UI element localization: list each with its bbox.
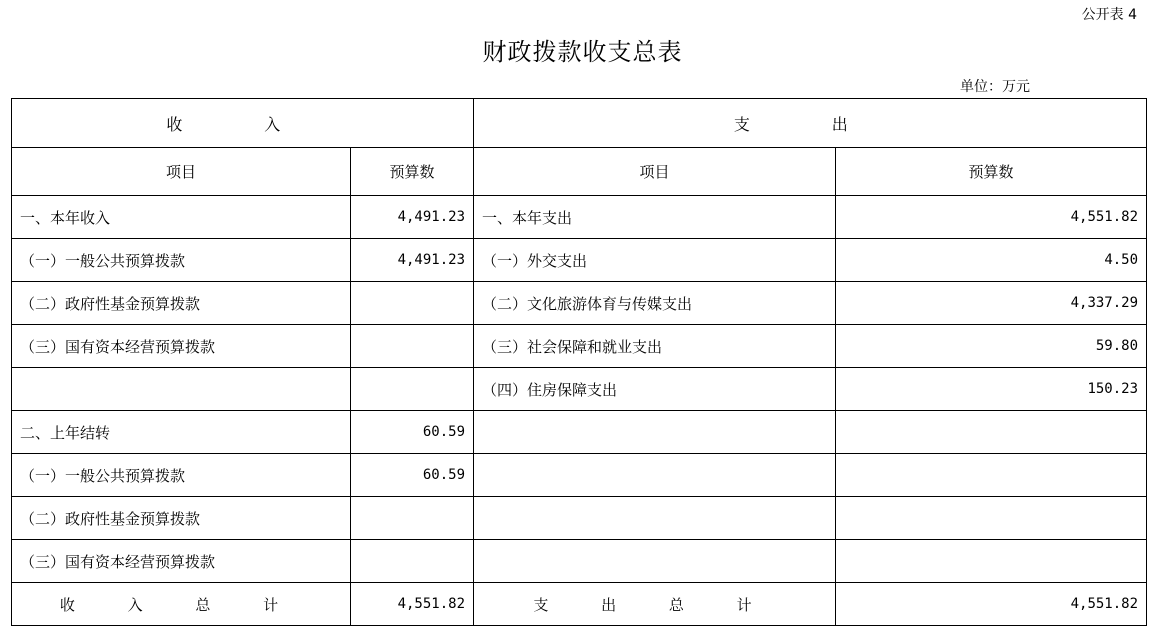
income-item-cell: （三）国有资本经营预算拨款 bbox=[12, 325, 351, 368]
expense-value-cell bbox=[836, 411, 1147, 454]
expense-value-cell bbox=[836, 540, 1147, 583]
income-item-cell: （一）一般公共预算拨款 bbox=[12, 454, 351, 497]
table-number-label: 公开表 4 bbox=[1081, 7, 1137, 23]
total-expense-value: 4,551.82 bbox=[836, 583, 1147, 626]
column-header-row bbox=[12, 148, 1147, 196]
expense-item-cell bbox=[474, 411, 836, 454]
total-expense-label: 支 出 总 计 bbox=[474, 583, 836, 626]
table-row bbox=[12, 196, 1147, 239]
table-row bbox=[12, 540, 1147, 583]
expense-value-cell bbox=[836, 497, 1147, 540]
income-value-cell: 4,491.23 bbox=[351, 239, 474, 282]
table-row bbox=[12, 497, 1147, 540]
income-value-cell bbox=[351, 540, 474, 583]
expense-item-header: 项目 bbox=[474, 148, 836, 196]
table-row bbox=[12, 411, 1147, 454]
expense-item-cell: （四）住房保障支出 bbox=[474, 368, 836, 411]
income-item-cell bbox=[12, 368, 351, 411]
expense-value-cell: 4,551.82 bbox=[836, 196, 1147, 239]
unit-label: 单位：万元 bbox=[960, 79, 1030, 95]
expense-item-cell bbox=[474, 540, 836, 583]
expense-value-cell: 59.80 bbox=[836, 325, 1147, 368]
income-value-cell bbox=[351, 497, 474, 540]
section-header-row bbox=[12, 99, 1147, 148]
expense-item-cell: （二）文化旅游体育与传媒支出 bbox=[474, 282, 836, 325]
expense-value-cell: 4.50 bbox=[836, 239, 1147, 282]
income-item-cell: （二）政府性基金预算拨款 bbox=[12, 497, 351, 540]
income-item-cell: 一、本年收入 bbox=[12, 196, 351, 239]
income-value-cell bbox=[351, 368, 474, 411]
income-item-header: 项目 bbox=[12, 148, 351, 196]
page-title: 财政拨款收支总表 bbox=[482, 38, 683, 66]
expense-value-cell: 150.23 bbox=[836, 368, 1147, 411]
total-row bbox=[12, 583, 1147, 626]
income-value-cell: 60.59 bbox=[351, 411, 474, 454]
expense-item-cell: 一、本年支出 bbox=[474, 196, 836, 239]
income-value-cell bbox=[351, 325, 474, 368]
income-value-cell bbox=[351, 282, 474, 325]
budget-table bbox=[11, 98, 1147, 626]
income-item-cell: （二）政府性基金预算拨款 bbox=[12, 282, 351, 325]
income-item-cell: （一）一般公共预算拨款 bbox=[12, 239, 351, 282]
table-row bbox=[12, 368, 1147, 411]
expense-item-cell bbox=[474, 454, 836, 497]
expense-value-cell bbox=[836, 454, 1147, 497]
income-value-cell: 60.59 bbox=[351, 454, 474, 497]
expense-item-cell: （一）外交支出 bbox=[474, 239, 836, 282]
table-row bbox=[12, 239, 1147, 282]
total-income-value: 4,551.82 bbox=[351, 583, 474, 626]
expense-item-cell: （三）社会保障和就业支出 bbox=[474, 325, 836, 368]
income-item-cell: 二、上年结转 bbox=[12, 411, 351, 454]
income-item-cell: （三）国有资本经营预算拨款 bbox=[12, 540, 351, 583]
expense-budget-header: 预算数 bbox=[836, 148, 1147, 196]
total-income-label: 收 入 总 计 bbox=[12, 583, 351, 626]
income-value-cell: 4,491.23 bbox=[351, 196, 474, 239]
income-budget-header: 预算数 bbox=[351, 148, 474, 196]
table-row bbox=[12, 282, 1147, 325]
expense-value-cell: 4,337.29 bbox=[836, 282, 1147, 325]
table-row bbox=[12, 454, 1147, 497]
income-section-header: 收 入 bbox=[12, 99, 474, 148]
expense-item-cell bbox=[474, 497, 836, 540]
expense-section-header: 支 出 bbox=[474, 99, 1147, 148]
table-row bbox=[12, 325, 1147, 368]
